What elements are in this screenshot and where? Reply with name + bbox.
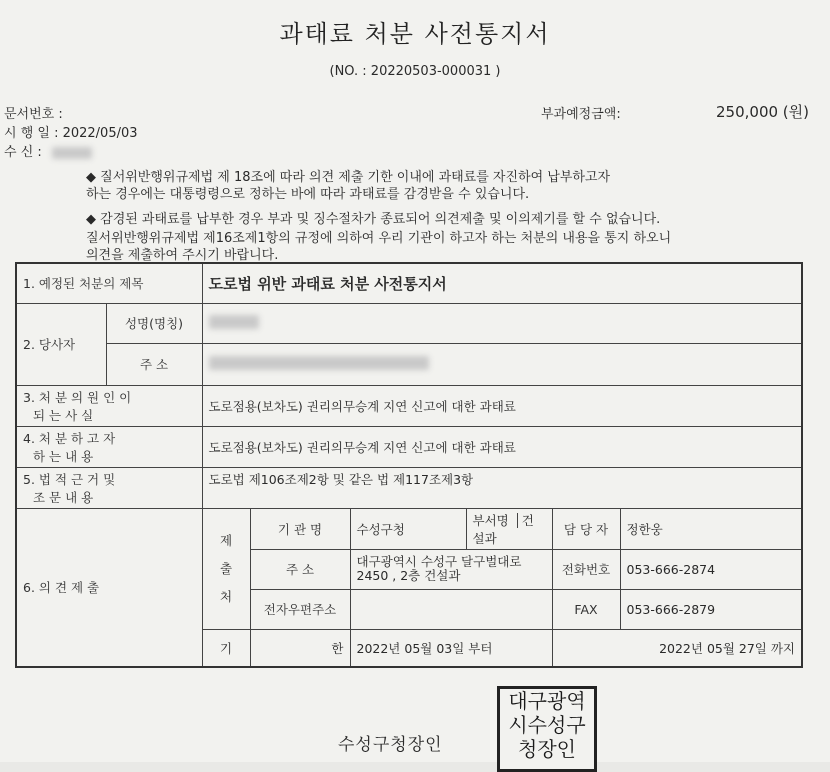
row-agency (16, 508, 802, 549)
row-action (16, 426, 802, 467)
row2-label: 2. 당사자 (16, 303, 106, 385)
row5-label-line2: 조 문 내 용 (33, 489, 94, 505)
notice-line-1: ◆ 질서위반행위규제법 제 18조에 따라 의견 제출 기한 이내에 과태료를 자진하여 납부하고자 (86, 170, 611, 185)
row1-label: 1. 예정된 처분의 제목 (16, 263, 202, 303)
row-legal-basis (16, 467, 802, 508)
officer-label: 담 당 자 (552, 508, 620, 549)
row-cause (16, 385, 802, 426)
row4-label (16, 426, 202, 467)
row4-label-line2: 하 는 내 용 (33, 448, 94, 464)
redacted-name (209, 315, 259, 329)
party-name-value (202, 303, 802, 343)
period-label-end: 한 (250, 629, 350, 667)
amount-value: 250,000 (원) (716, 103, 809, 121)
row5-label-line1: 5. 법 적 근 거 및 (23, 471, 116, 487)
doc-number-label: 문서번호 : (4, 107, 63, 122)
recipient-label: 수 신 : (4, 145, 42, 160)
redacted-address (209, 356, 429, 370)
document-title: 과태료 처분 사전통지서 (279, 20, 551, 48)
address-value: 대구광역시 수성구 달구벌대로 2450 , 2층 건설과 (350, 549, 552, 589)
notice-line-3: ◆ 감경된 과태료를 납부한 경우 부과 및 징수절차가 종료되어 의견제출 및 이의제기를 할 수 없습니다. (86, 212, 661, 227)
row1-value: 도로법 위반 과태료 처분 사전통지서 (202, 263, 802, 303)
address-label: 주 소 (250, 549, 350, 589)
tel-value: 053-666-2874 (620, 549, 802, 589)
issue-date: 시 행 일 : 2022/05/03 (4, 126, 138, 141)
row-title (16, 263, 802, 303)
notice-line-5: 의견을 제출하여 주시기 바랍니다. (86, 248, 279, 263)
row3-value: 도로점용(보차도) 권리의무승계 지연 신고에 대한 과태료 (202, 385, 802, 426)
dept-cell (466, 508, 552, 549)
period-from: 2022년 05월 03일 부터 (350, 629, 552, 667)
party-address-value (202, 343, 802, 385)
fax-value: 053-666-2879 (620, 589, 802, 629)
row4-label-line1: 4. 처 분 하 고 자 (23, 430, 116, 446)
row3-label (16, 385, 202, 426)
issuer-signature: 수성구청장인 (338, 735, 443, 755)
agency-label: 기 관 명 (250, 508, 350, 549)
row6-label: 6. 의 견 제 출 (16, 508, 202, 667)
notice-line-4: 질서위반행위규제법 제16조제1항의 규정에 의하여 우리 기관이 하고자 하는 처분의 내용을 통지 하오니 (86, 231, 672, 246)
row3-label-line2: 되 는 사 실 (33, 407, 94, 423)
row-party-address (16, 343, 802, 385)
redacted-recipient (52, 147, 92, 159)
party-name-label: 성명(명칭) (106, 303, 202, 343)
period-label-start: 기 (202, 629, 250, 667)
notice-table (15, 262, 803, 668)
row4-value: 도로점용(보차도) 권리의무승계 지연 신고에 대한 과태료 (202, 426, 802, 467)
submit-to-label: 제 출 처 (202, 508, 250, 629)
dept-value: 건설과 (472, 512, 534, 546)
row3-label-line1: 3. 처 분 의 원 인 이 (23, 389, 132, 405)
row5-value: 도로법 제106조제2항 및 같은 법 제117조제3항 (202, 467, 802, 508)
period-to: 2022년 05월 27일 까지 (552, 629, 802, 667)
notice-line-2: 하는 경우에는 대통령령으로 정하는 바에 따라 과태료를 감경받을 수 있습니다. (86, 187, 530, 202)
party-address-label: 주 소 (106, 343, 202, 385)
row-party-name (16, 303, 802, 343)
email-value (350, 589, 552, 629)
official-seal (497, 686, 597, 772)
tel-label: 전화번호 (552, 549, 620, 589)
seal-text: 대구광역 시수성구 청장인 (508, 689, 586, 761)
row5-label (16, 467, 202, 508)
recipient-row (4, 141, 92, 160)
officer-value: 정한웅 (620, 508, 802, 549)
amount-label: 부과예정금액: (541, 107, 621, 122)
email-label: 전자우편주소 (250, 589, 350, 629)
document-number-line: (NO. : 20220503-000031 ) (329, 64, 501, 79)
fax-label: FAX (552, 589, 620, 629)
agency-value: 수성구청 (350, 508, 466, 549)
dept-label: 부서명 (472, 512, 509, 528)
